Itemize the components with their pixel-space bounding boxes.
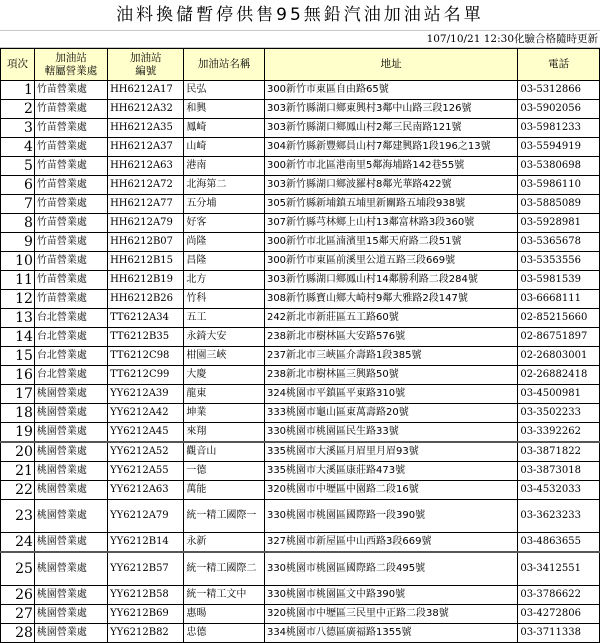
table-row bbox=[1, 309, 600, 328]
row-office: 桃園營業處 bbox=[34, 481, 107, 500]
row-station-name: 大慶 bbox=[184, 366, 265, 385]
row-station-name: 尚隆 bbox=[184, 233, 265, 252]
row-number: 9 bbox=[1, 233, 35, 252]
row-station-code: YY6212A63 bbox=[108, 481, 184, 500]
row-office: 竹苗營業處 bbox=[34, 81, 107, 100]
row-station-code: HH6212A37 bbox=[108, 138, 184, 157]
row-office: 桃園營業處 bbox=[34, 442, 107, 462]
row-number: 22 bbox=[1, 481, 35, 500]
row-station-code: HH6212A79 bbox=[108, 214, 184, 233]
row-number: 16 bbox=[1, 366, 35, 385]
table-row bbox=[1, 605, 600, 624]
row-office: 竹苗營業處 bbox=[34, 252, 107, 271]
row-office: 台北營業處 bbox=[34, 366, 107, 385]
row-phone: 03-5353556 bbox=[518, 252, 600, 271]
row-phone: 02-86751897 bbox=[518, 328, 600, 347]
row-number: 25 bbox=[1, 552, 35, 586]
row-station-name: 一德 bbox=[184, 462, 265, 481]
row-station-name: 竹科 bbox=[184, 290, 265, 309]
table-row bbox=[1, 586, 600, 605]
row-phone: 03-3786622 bbox=[518, 586, 600, 605]
row-phone: 02-26882418 bbox=[518, 366, 600, 385]
row-office: 桃園營業處 bbox=[34, 605, 107, 624]
row-phone: 03-6668111 bbox=[518, 290, 600, 309]
row-number: 1 bbox=[1, 81, 35, 100]
row-phone: 03-4500981 bbox=[518, 385, 600, 404]
row-station-code: TT6212C98 bbox=[108, 347, 184, 366]
row-address: 327桃園市新屋區中山西路3段669號 bbox=[264, 533, 517, 553]
table-row bbox=[1, 552, 600, 586]
row-address: 330桃園市桃園區文中路390號 bbox=[264, 586, 517, 605]
row-number: 21 bbox=[1, 462, 35, 481]
row-number: 7 bbox=[1, 195, 35, 214]
row-station-name: 惠暘 bbox=[184, 605, 265, 624]
table-row bbox=[1, 252, 600, 271]
row-address: 320桃園市中壢區三民里中正路二段38號 bbox=[264, 605, 517, 624]
row-phone: 03-5885089 bbox=[518, 195, 600, 214]
row-phone: 03-3873018 bbox=[518, 462, 600, 481]
row-station-name: 北海第二 bbox=[184, 176, 265, 195]
row-address: 300新竹市東區自由路65號 bbox=[264, 81, 517, 100]
row-station-code: HH6212B19 bbox=[108, 271, 184, 290]
row-office: 桃園營業處 bbox=[34, 533, 107, 553]
row-phone: 03-4532033 bbox=[518, 481, 600, 500]
row-station-code: YY6212A79 bbox=[108, 500, 184, 533]
header-address: 地址 bbox=[264, 49, 517, 81]
row-station-name: 萬能 bbox=[184, 481, 265, 500]
row-address: 300新竹市北區港南里5鄰海埔路142巷55號 bbox=[264, 157, 517, 176]
row-station-name: 民弘 bbox=[184, 81, 265, 100]
row-number: 15 bbox=[1, 347, 35, 366]
table-row bbox=[1, 442, 600, 462]
row-phone: 03-5981539 bbox=[518, 271, 600, 290]
row-number: 10 bbox=[1, 252, 35, 271]
row-address: 330桃園市桃園區國際路一段390號 bbox=[264, 500, 517, 533]
row-station-code: YY6212A45 bbox=[108, 423, 184, 443]
row-address: 238新北市樹林區大安路576號 bbox=[264, 328, 517, 347]
row-phone: 03-5312866 bbox=[518, 81, 600, 100]
row-number: 24 bbox=[1, 533, 35, 553]
row-number: 11 bbox=[1, 271, 35, 290]
row-office: 桃園營業處 bbox=[34, 624, 107, 643]
row-station-name: 五分埔 bbox=[184, 195, 265, 214]
table-row bbox=[1, 81, 600, 100]
row-office: 竹苗營業處 bbox=[34, 176, 107, 195]
table-row bbox=[1, 533, 600, 553]
row-number: 20 bbox=[1, 442, 35, 462]
row-station-code: TT6212C99 bbox=[108, 366, 184, 385]
row-number: 4 bbox=[1, 138, 35, 157]
row-address: 330桃園市桃園區國際路二段495號 bbox=[264, 552, 517, 586]
row-office: 竹苗營業處 bbox=[34, 271, 107, 290]
row-station-name: 北方 bbox=[184, 271, 265, 290]
row-number: 14 bbox=[1, 328, 35, 347]
row-office: 台北營業處 bbox=[34, 309, 107, 328]
table-row bbox=[1, 481, 600, 500]
row-station-code: YY6212A52 bbox=[108, 442, 184, 462]
table-row bbox=[1, 347, 600, 366]
row-station-code: TT6212B35 bbox=[108, 328, 184, 347]
row-station-code: HH6212A32 bbox=[108, 100, 184, 119]
row-address: 307新竹縣芎林鄉上山村13鄰富林路3段360號 bbox=[264, 214, 517, 233]
row-address: 300新竹市東區前溪里公道五路三段669號 bbox=[264, 252, 517, 271]
row-address: 303新竹縣湖口鄉東興村3鄰中山路三段126號 bbox=[264, 100, 517, 119]
header-name: 加油站名稱 bbox=[184, 49, 265, 81]
row-office: 桃園營業處 bbox=[34, 385, 107, 404]
row-office: 桃園營業處 bbox=[34, 423, 107, 443]
row-station-code: HH6212A77 bbox=[108, 195, 184, 214]
row-phone: 03-5365678 bbox=[518, 233, 600, 252]
row-station-name: 鳳崎 bbox=[184, 119, 265, 138]
row-station-code: HH6212A72 bbox=[108, 176, 184, 195]
row-station-name: 觀音山 bbox=[184, 442, 265, 462]
row-station-name: 龍東 bbox=[184, 385, 265, 404]
row-number: 5 bbox=[1, 157, 35, 176]
row-number: 3 bbox=[1, 119, 35, 138]
row-number: 28 bbox=[1, 624, 35, 643]
row-office: 台北營業處 bbox=[34, 347, 107, 366]
table-row bbox=[1, 176, 600, 195]
row-number: 2 bbox=[1, 100, 35, 119]
row-number: 12 bbox=[1, 290, 35, 309]
table-row bbox=[1, 195, 600, 214]
row-office: 竹苗營業處 bbox=[34, 290, 107, 309]
row-station-code: HH6212A35 bbox=[108, 119, 184, 138]
row-number: 27 bbox=[1, 605, 35, 624]
table-row bbox=[1, 138, 600, 157]
row-address: 242新北市新莊區五工路60號 bbox=[264, 309, 517, 328]
row-address: 320桃園市中壢區中園路二段16號 bbox=[264, 481, 517, 500]
row-station-name: 和興 bbox=[184, 100, 265, 119]
row-phone: 03-3392262 bbox=[518, 423, 600, 443]
row-phone: 03-4272806 bbox=[518, 605, 600, 624]
row-station-code: YY6212A55 bbox=[108, 462, 184, 481]
row-phone: 03-3871822 bbox=[518, 442, 600, 462]
table-row bbox=[1, 233, 600, 252]
row-phone: 03-4863655 bbox=[518, 533, 600, 553]
row-station-code: YY6212B58 bbox=[108, 586, 184, 605]
station-table bbox=[0, 48, 600, 643]
row-phone: 03-5594919 bbox=[518, 138, 600, 157]
table-row bbox=[1, 100, 600, 119]
table-body bbox=[1, 81, 600, 643]
row-office: 竹苗營業處 bbox=[34, 233, 107, 252]
row-office: 竹苗營業處 bbox=[34, 195, 107, 214]
table-row bbox=[1, 366, 600, 385]
row-address: 308新竹縣寶山鄉大崎村9鄰大雅路2段147號 bbox=[264, 290, 517, 309]
row-number: 8 bbox=[1, 214, 35, 233]
row-number: 6 bbox=[1, 176, 35, 195]
row-office: 桃園營業處 bbox=[34, 404, 107, 423]
document-title: 油料換儲暫停供售95無鉛汽油加油站名單 bbox=[0, 0, 600, 31]
row-address: 303新竹縣湖口鄉波羅村8鄰光華路422號 bbox=[264, 176, 517, 195]
row-phone: 03-5986110 bbox=[518, 176, 600, 195]
row-station-name: 山崎 bbox=[184, 138, 265, 157]
row-number: 23 bbox=[1, 500, 35, 533]
row-station-name: 來翔 bbox=[184, 423, 265, 443]
row-number: 18 bbox=[1, 404, 35, 423]
table-row bbox=[1, 423, 600, 443]
header-office: 加油站 轄屬營業處 bbox=[34, 49, 107, 81]
table-row bbox=[1, 328, 600, 347]
row-office: 竹苗營業處 bbox=[34, 138, 107, 157]
table-row bbox=[1, 271, 600, 290]
row-station-name: 忠德 bbox=[184, 624, 265, 643]
row-number: 13 bbox=[1, 309, 35, 328]
header-no: 項次 bbox=[1, 49, 35, 81]
row-phone: 03-3623233 bbox=[518, 500, 600, 533]
row-office: 桃園營業處 bbox=[34, 500, 107, 533]
row-address: 330桃園市桃園區民生路33號 bbox=[264, 423, 517, 443]
row-station-name: 統一精工國際二 bbox=[184, 552, 265, 586]
row-address: 324桃園市平鎮區平東路310號 bbox=[264, 385, 517, 404]
row-station-name: 統一精工國際一 bbox=[184, 500, 265, 533]
row-station-code: HH6212A63 bbox=[108, 157, 184, 176]
row-phone: 03-5981233 bbox=[518, 119, 600, 138]
row-office: 桃園營業處 bbox=[34, 462, 107, 481]
row-station-code: YY6212A39 bbox=[108, 385, 184, 404]
table-row bbox=[1, 385, 600, 404]
row-office: 竹苗營業處 bbox=[34, 214, 107, 233]
row-station-name: 柑園三峽 bbox=[184, 347, 265, 366]
row-address: 335桃園市大溪區月眉里月眉93號 bbox=[264, 442, 517, 462]
table-row bbox=[1, 500, 600, 533]
update-note: 107/10/21 12:30化驗合格隨時更新 bbox=[0, 31, 600, 48]
row-phone: 03-3711338 bbox=[518, 624, 600, 643]
row-station-name: 好客 bbox=[184, 214, 265, 233]
row-phone: 02-26803001 bbox=[518, 347, 600, 366]
row-phone: 02-85215660 bbox=[518, 309, 600, 328]
row-address: 335桃園市大溪區康莊路473號 bbox=[264, 462, 517, 481]
table-row bbox=[1, 624, 600, 643]
row-address: 304新竹縣新豐鄉員山村7鄰建興路1段196之13號 bbox=[264, 138, 517, 157]
table-header-row bbox=[1, 49, 600, 81]
row-station-name: 永錡大安 bbox=[184, 328, 265, 347]
row-station-code: YY6212A42 bbox=[108, 404, 184, 423]
row-station-code: HH6212A17 bbox=[108, 81, 184, 100]
row-station-code: HH6212B26 bbox=[108, 290, 184, 309]
row-address: 334桃園市八德區廣福路1355號 bbox=[264, 624, 517, 643]
row-office: 竹苗營業處 bbox=[34, 157, 107, 176]
row-address: 237新北市三峽區介壽路1段385號 bbox=[264, 347, 517, 366]
row-station-name: 昌隆 bbox=[184, 252, 265, 271]
table-row bbox=[1, 214, 600, 233]
row-station-name: 五工 bbox=[184, 309, 265, 328]
row-station-code: TT6212A34 bbox=[108, 309, 184, 328]
row-office: 竹苗營業處 bbox=[34, 100, 107, 119]
table-row bbox=[1, 290, 600, 309]
row-phone: 03-5380698 bbox=[518, 157, 600, 176]
row-station-code: HH6212B15 bbox=[108, 252, 184, 271]
row-phone: 03-3412551 bbox=[518, 552, 600, 586]
row-office: 竹苗營業處 bbox=[34, 119, 107, 138]
row-phone: 03-3502233 bbox=[518, 404, 600, 423]
row-number: 19 bbox=[1, 423, 35, 443]
row-station-name: 統一精工文中 bbox=[184, 586, 265, 605]
row-office: 台北營業處 bbox=[34, 328, 107, 347]
table-row bbox=[1, 462, 600, 481]
row-office: 桃園營業處 bbox=[34, 552, 107, 586]
row-number: 17 bbox=[1, 385, 35, 404]
row-station-code: YY6212B69 bbox=[108, 605, 184, 624]
table-row bbox=[1, 404, 600, 423]
row-station-name: 永新 bbox=[184, 533, 265, 553]
row-office: 桃園營業處 bbox=[34, 586, 107, 605]
row-address: 238新北市樹林區三興路50號 bbox=[264, 366, 517, 385]
row-station-code: YY6212B14 bbox=[108, 533, 184, 553]
table-row bbox=[1, 119, 600, 138]
row-station-code: HH6212B07 bbox=[108, 233, 184, 252]
table-row bbox=[1, 157, 600, 176]
row-address: 303新竹縣湖口鄉鳳山村14鄰勝利路二段284號 bbox=[264, 271, 517, 290]
row-address: 305新竹縣新埔鎮五埔里新關路五埔段938號 bbox=[264, 195, 517, 214]
row-number: 26 bbox=[1, 586, 35, 605]
row-address: 300新竹市北區湳濱里15鄰天府路二段51號 bbox=[264, 233, 517, 252]
row-address: 303新竹縣湖口鄉鳳山村2鄰三民南路121號 bbox=[264, 119, 517, 138]
row-station-code: YY6212B82 bbox=[108, 624, 184, 643]
row-station-name: 港南 bbox=[184, 157, 265, 176]
header-phone: 電話 bbox=[518, 49, 600, 81]
row-station-code: YY6212B57 bbox=[108, 552, 184, 586]
row-phone: 03-5902056 bbox=[518, 100, 600, 119]
row-phone: 03-5928981 bbox=[518, 214, 600, 233]
row-address: 333桃園市龜山區東萬壽路20號 bbox=[264, 404, 517, 423]
row-station-name: 坤業 bbox=[184, 404, 265, 423]
header-code: 加油站 編號 bbox=[108, 49, 184, 81]
